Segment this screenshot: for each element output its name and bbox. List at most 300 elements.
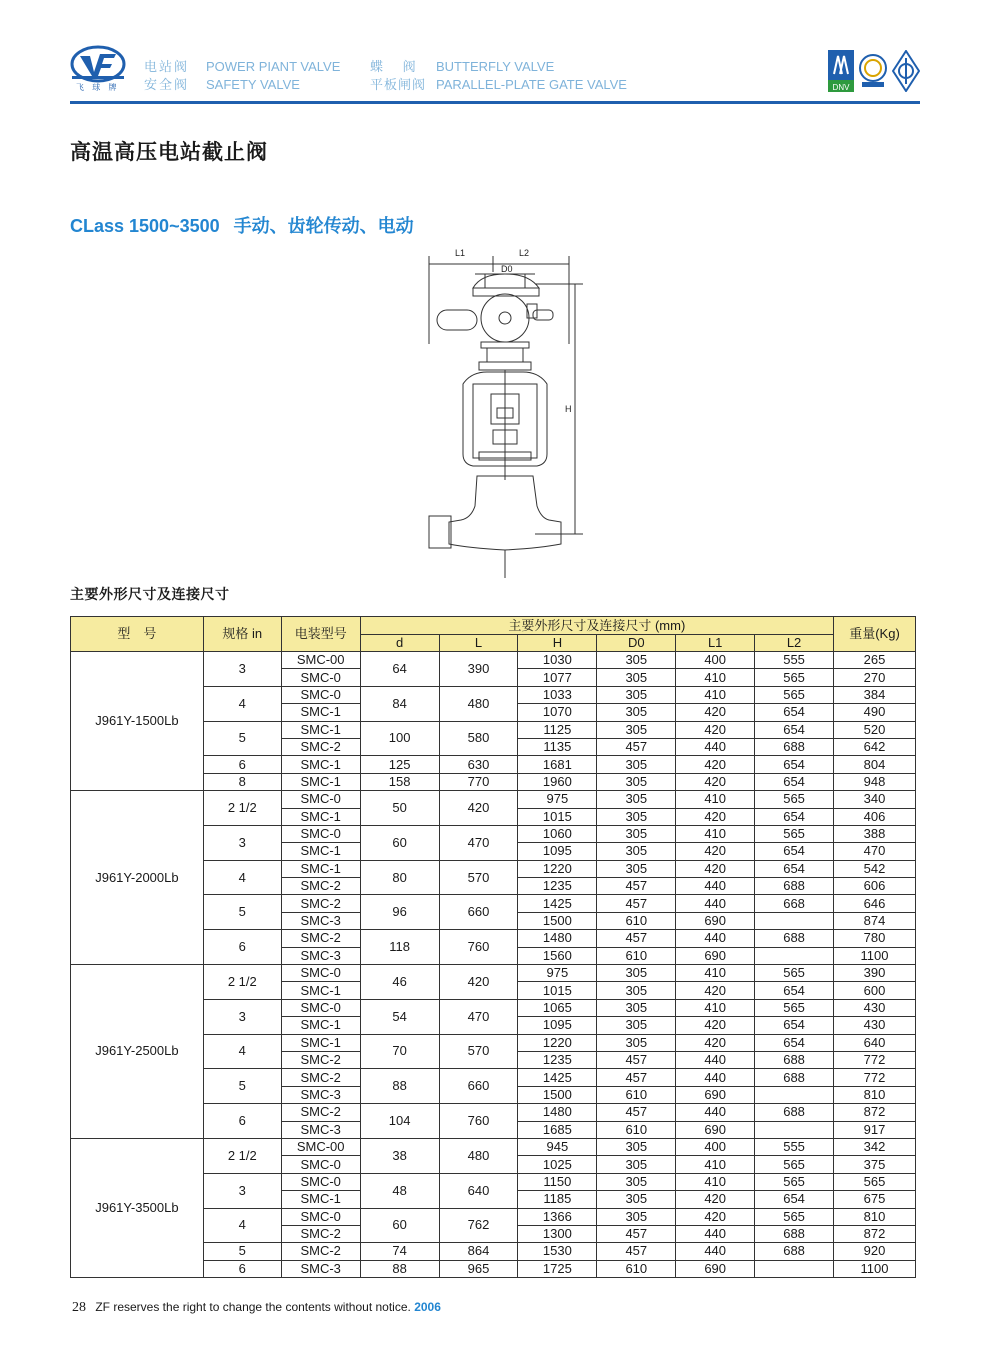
spec-table (70, 616, 916, 1278)
cell-weight: 874 (834, 912, 916, 929)
page-title: 高温高压电站截止阀 (70, 141, 268, 164)
cell-l2: 654 (755, 843, 834, 860)
cell-l1: 420 (676, 843, 755, 860)
cell-weight: 340 (834, 791, 916, 808)
cell-l1: 420 (676, 1017, 755, 1034)
cell-weight: 606 (834, 878, 916, 895)
cell-h: 1065 (518, 999, 597, 1016)
cell-actuator: SMC-2 (281, 895, 360, 912)
cell-actuator: SMC-2 (281, 1069, 360, 1086)
cell-weight: 600 (834, 982, 916, 999)
cell-actuator: SMC-0 (281, 791, 360, 808)
cell-size: 5 (203, 721, 281, 756)
operation-types: 手动、齿轮传动、电动 (233, 216, 414, 236)
page-subtitle (70, 212, 414, 238)
cell-d0: 457 (597, 1069, 676, 1086)
cell-l: 480 (439, 686, 518, 721)
cell-weight: 542 (834, 860, 916, 877)
cell-size: 6 (203, 1260, 281, 1277)
cell-h: 1125 (518, 721, 597, 738)
cell-weight: 810 (834, 1208, 916, 1225)
cell-d: 70 (360, 1034, 439, 1069)
cell-l1: 440 (676, 895, 755, 912)
header-en-gate: PARALLEL-PLATE GATE VALVE (436, 77, 627, 92)
cell-l: 630 (439, 756, 518, 773)
cell-d: 54 (360, 999, 439, 1034)
table-row (71, 652, 916, 669)
header-model: 型 号 (71, 617, 204, 652)
cell-actuator: SMC-1 (281, 1017, 360, 1034)
cell-actuator: SMC-0 (281, 1173, 360, 1190)
cell-l1: 410 (676, 999, 755, 1016)
cell-model: J961Y-2000Lb (71, 791, 204, 965)
cell-l1: 410 (676, 791, 755, 808)
cell-h: 1150 (518, 1173, 597, 1190)
cell-weight: 470 (834, 843, 916, 860)
header-divider (70, 101, 920, 104)
cell-d0: 305 (597, 1173, 676, 1190)
cell-d0: 305 (597, 1017, 676, 1034)
cell-l2: 565 (755, 999, 834, 1016)
cell-h: 1095 (518, 843, 597, 860)
cell-h: 1960 (518, 773, 597, 790)
cell-l1: 420 (676, 721, 755, 738)
cell-l: 580 (439, 721, 518, 756)
cell-d0: 305 (597, 721, 676, 738)
quality-seal-icon (858, 52, 888, 88)
cell-h: 1500 (518, 912, 597, 929)
cell-l: 660 (439, 1069, 518, 1104)
cell-weight: 430 (834, 999, 916, 1016)
cell-l1: 420 (676, 1208, 755, 1225)
cell-l1: 690 (676, 1260, 755, 1277)
header-l: L (439, 635, 518, 652)
cell-actuator: SMC-0 (281, 686, 360, 703)
cell-h: 975 (518, 965, 597, 982)
cell-l: 864 (439, 1243, 518, 1260)
header-zh-safety: 安全阀 (144, 77, 190, 92)
cell-d0: 457 (597, 878, 676, 895)
cell-l1: 440 (676, 1104, 755, 1121)
table-row (71, 1138, 916, 1155)
cell-actuator: SMC-0 (281, 1208, 360, 1225)
cell-d0: 305 (597, 704, 676, 721)
cell-h: 1025 (518, 1156, 597, 1173)
cell-d: 100 (360, 721, 439, 756)
cell-h: 1480 (518, 1104, 597, 1121)
cell-h: 975 (518, 791, 597, 808)
cell-l1: 690 (676, 1086, 755, 1103)
cell-d0: 610 (597, 1121, 676, 1138)
cell-actuator: SMC-2 (281, 878, 360, 895)
cell-size: 2 1/2 (203, 965, 281, 1000)
cell-size: 4 (203, 686, 281, 721)
cell-d0: 610 (597, 1260, 676, 1277)
cell-l1: 440 (676, 1069, 755, 1086)
cell-actuator: SMC-00 (281, 1138, 360, 1155)
cell-model: J961Y-3500Lb (71, 1138, 204, 1277)
header-d0: D0 (597, 635, 676, 652)
cell-l: 965 (439, 1260, 518, 1277)
cell-weight: 520 (834, 721, 916, 738)
cell-l1: 440 (676, 1243, 755, 1260)
cell-l1: 410 (676, 965, 755, 982)
spec-table-body (71, 652, 916, 1278)
dnv-cert-icon (828, 50, 854, 92)
cell-d0: 610 (597, 947, 676, 964)
cell-d0: 305 (597, 791, 676, 808)
cell-h: 1300 (518, 1225, 597, 1242)
cell-d: 84 (360, 686, 439, 721)
cell-d: 48 (360, 1173, 439, 1208)
cell-l1: 420 (676, 1191, 755, 1208)
cell-actuator: SMC-1 (281, 1191, 360, 1208)
cell-d: 96 (360, 895, 439, 930)
cell-l2 (755, 1260, 834, 1277)
cell-weight: 804 (834, 756, 916, 773)
cell-l1: 410 (676, 686, 755, 703)
cell-weight: 646 (834, 895, 916, 912)
cell-h: 1135 (518, 738, 597, 755)
cell-actuator: SMC-0 (281, 965, 360, 982)
cell-l: 570 (439, 1034, 518, 1069)
table-row (71, 965, 916, 982)
cell-l: 470 (439, 999, 518, 1034)
cell-weight: 642 (834, 738, 916, 755)
cell-weight: 810 (834, 1086, 916, 1103)
dnv-label: DNV (832, 83, 850, 92)
cell-l2: 688 (755, 1069, 834, 1086)
cell-l1: 690 (676, 912, 755, 929)
cell-weight: 430 (834, 1017, 916, 1034)
cell-weight: 920 (834, 1243, 916, 1260)
cell-size: 2 1/2 (203, 1138, 281, 1173)
cell-h: 1015 (518, 808, 597, 825)
cell-l: 420 (439, 791, 518, 826)
cell-h: 1235 (518, 1051, 597, 1068)
cell-size: 3 (203, 1173, 281, 1208)
cell-d: 74 (360, 1243, 439, 1260)
cell-l2: 688 (755, 930, 834, 947)
cell-d: 104 (360, 1104, 439, 1139)
cell-h: 1681 (518, 756, 597, 773)
cell-d0: 457 (597, 895, 676, 912)
cell-l2: 688 (755, 738, 834, 755)
cell-d: 118 (360, 930, 439, 965)
cell-l2: 688 (755, 1051, 834, 1068)
class-range: CLass 1500~3500 (70, 216, 220, 236)
cell-actuator: SMC-1 (281, 756, 360, 773)
cell-l2 (755, 1086, 834, 1103)
cell-l2: 654 (755, 860, 834, 877)
cell-actuator: SMC-0 (281, 669, 360, 686)
cell-l: 760 (439, 1104, 518, 1139)
cell-d0: 305 (597, 1138, 676, 1155)
cell-l: 420 (439, 965, 518, 1000)
cell-weight: 917 (834, 1121, 916, 1138)
header-actuator: 电装型号 (281, 617, 360, 652)
cell-d: 46 (360, 965, 439, 1000)
cell-weight: 780 (834, 930, 916, 947)
cell-l2: 565 (755, 1208, 834, 1225)
cell-l1: 440 (676, 1225, 755, 1242)
cell-h: 1480 (518, 930, 597, 947)
cell-weight: 640 (834, 1034, 916, 1051)
cell-d0: 305 (597, 669, 676, 686)
cell-d0: 457 (597, 1225, 676, 1242)
cell-l1: 420 (676, 1034, 755, 1051)
dim-d0-label: D0 (501, 264, 513, 274)
cell-l: 470 (439, 825, 518, 860)
cell-size: 2 1/2 (203, 791, 281, 826)
cell-l: 640 (439, 1173, 518, 1208)
cell-l2: 654 (755, 721, 834, 738)
header-dimensions: 主要外形尺寸及连接尺寸 (mm) (360, 617, 833, 635)
cell-d0: 610 (597, 1086, 676, 1103)
cell-d: 50 (360, 791, 439, 826)
cell-h: 1530 (518, 1243, 597, 1260)
cell-h: 1685 (518, 1121, 597, 1138)
cell-weight: 384 (834, 686, 916, 703)
cell-weight: 675 (834, 1191, 916, 1208)
cell-actuator: SMC-00 (281, 652, 360, 669)
cell-l: 660 (439, 895, 518, 930)
cell-l1: 420 (676, 773, 755, 790)
header-l2: L2 (755, 635, 834, 652)
cell-l1: 400 (676, 1138, 755, 1155)
cell-weight: 872 (834, 1104, 916, 1121)
cell-d0: 457 (597, 1051, 676, 1068)
cell-h: 1077 (518, 669, 597, 686)
cell-model: J961Y-1500Lb (71, 652, 204, 791)
cell-l1: 410 (676, 825, 755, 842)
cell-size: 4 (203, 1208, 281, 1243)
cell-weight: 565 (834, 1173, 916, 1190)
cell-l2: 688 (755, 878, 834, 895)
cell-l2: 654 (755, 773, 834, 790)
cell-l1: 420 (676, 982, 755, 999)
cell-d0: 305 (597, 843, 676, 860)
cell-d: 60 (360, 825, 439, 860)
valve-drawing (415, 244, 585, 580)
cell-d0: 305 (597, 1191, 676, 1208)
header-en-butterfly: BUTTERFLY VALVE (436, 59, 555, 74)
cell-d: 64 (360, 652, 439, 687)
cell-actuator: SMC-1 (281, 982, 360, 999)
cell-l: 762 (439, 1208, 518, 1243)
cell-l1: 420 (676, 756, 755, 773)
cell-weight: 772 (834, 1051, 916, 1068)
header-h: H (518, 635, 597, 652)
cell-l2: 565 (755, 791, 834, 808)
cell-actuator: SMC-0 (281, 1156, 360, 1173)
cell-l1: 400 (676, 652, 755, 669)
cell-size: 5 (203, 1243, 281, 1260)
cell-l2: 654 (755, 1017, 834, 1034)
cell-l2: 565 (755, 1156, 834, 1173)
cell-l1: 690 (676, 947, 755, 964)
cell-l2: 688 (755, 1104, 834, 1121)
cell-l1: 410 (676, 1173, 755, 1190)
cell-weight: 948 (834, 773, 916, 790)
cell-h: 1015 (518, 982, 597, 999)
header-zh-butterfly: 蝶 阀 (370, 59, 417, 74)
cell-actuator: SMC-1 (281, 808, 360, 825)
cell-h: 1425 (518, 895, 597, 912)
cell-l2: 688 (755, 1225, 834, 1242)
cell-d0: 305 (597, 860, 676, 877)
cell-h: 1220 (518, 1034, 597, 1051)
cell-actuator: SMC-1 (281, 773, 360, 790)
cell-d: 38 (360, 1138, 439, 1173)
cell-h: 1500 (518, 1086, 597, 1103)
table-row (71, 791, 916, 808)
cell-d0: 305 (597, 999, 676, 1016)
cell-d0: 305 (597, 808, 676, 825)
cell-h: 1220 (518, 860, 597, 877)
cell-h: 1560 (518, 947, 597, 964)
footer-notice: ZF reserves the right to change the contents without notice. (95, 1300, 411, 1314)
table-title: 主要外形尺寸及连接尺寸 (70, 586, 230, 602)
cell-l: 760 (439, 930, 518, 965)
cell-h: 1033 (518, 686, 597, 703)
cell-actuator: SMC-2 (281, 930, 360, 947)
cell-d0: 610 (597, 912, 676, 929)
footer-year: 2006 (414, 1300, 441, 1314)
cell-size: 6 (203, 756, 281, 773)
cell-l1: 420 (676, 808, 755, 825)
cell-d: 88 (360, 1069, 439, 1104)
cell-actuator: SMC-2 (281, 1225, 360, 1242)
cell-l2: 654 (755, 756, 834, 773)
cell-size: 4 (203, 1034, 281, 1069)
cell-l2 (755, 912, 834, 929)
cell-l2: 654 (755, 808, 834, 825)
cell-weight: 406 (834, 808, 916, 825)
cell-h: 1425 (518, 1069, 597, 1086)
header-product-list (144, 58, 627, 94)
cell-l2: 565 (755, 825, 834, 842)
cell-actuator: SMC-1 (281, 860, 360, 877)
cell-h: 945 (518, 1138, 597, 1155)
cell-d0: 305 (597, 982, 676, 999)
cell-size: 5 (203, 895, 281, 930)
cell-l1: 440 (676, 1051, 755, 1068)
cell-weight: 390 (834, 965, 916, 982)
cell-l2: 565 (755, 669, 834, 686)
cell-l2: 668 (755, 895, 834, 912)
cell-l2: 565 (755, 686, 834, 703)
cell-weight: 872 (834, 1225, 916, 1242)
cell-l: 390 (439, 652, 518, 687)
cell-weight: 342 (834, 1138, 916, 1155)
cell-l1: 440 (676, 878, 755, 895)
cell-model: J961Y-2500Lb (71, 965, 204, 1139)
cell-actuator: SMC-2 (281, 738, 360, 755)
header-zh-power-valve: 电站阀 (144, 59, 190, 74)
cell-actuator: SMC-3 (281, 1121, 360, 1138)
header-l1: L1 (676, 635, 755, 652)
cell-d0: 457 (597, 738, 676, 755)
cell-h: 1725 (518, 1260, 597, 1277)
header-zh-gate: 平板闸阀 (370, 77, 427, 92)
dim-l1-label: L1 (455, 248, 466, 258)
cell-l: 480 (439, 1138, 518, 1173)
cell-h: 1366 (518, 1208, 597, 1225)
cell-h: 1070 (518, 704, 597, 721)
cell-d0: 305 (597, 1156, 676, 1173)
cell-d0: 305 (597, 773, 676, 790)
cell-weight: 772 (834, 1069, 916, 1086)
cell-l2 (755, 1121, 834, 1138)
cell-l1: 690 (676, 1121, 755, 1138)
cell-l2: 565 (755, 1173, 834, 1190)
page-number: 28 (72, 1300, 86, 1315)
cell-d0: 305 (597, 686, 676, 703)
header-en-safety: SAFETY VALVE (206, 77, 300, 92)
cell-l1: 440 (676, 738, 755, 755)
header-size: 规格 in (203, 617, 281, 652)
cell-d0: 305 (597, 965, 676, 982)
cell-weight: 375 (834, 1156, 916, 1173)
cell-l1: 410 (676, 1156, 755, 1173)
cell-l2: 688 (755, 1243, 834, 1260)
cell-d: 80 (360, 860, 439, 895)
header-d: d (360, 635, 439, 652)
cell-weight: 265 (834, 652, 916, 669)
page-footer (72, 1300, 441, 1316)
cell-d: 125 (360, 756, 439, 773)
cell-d: 158 (360, 773, 439, 790)
cell-l1: 410 (676, 669, 755, 686)
cell-weight: 1100 (834, 1260, 916, 1277)
cell-d0: 305 (597, 1034, 676, 1051)
cell-weight: 270 (834, 669, 916, 686)
cell-l: 570 (439, 860, 518, 895)
cell-actuator: SMC-0 (281, 825, 360, 842)
logo-caption: 飞 球 牌 (76, 83, 120, 92)
cell-weight: 490 (834, 704, 916, 721)
cell-actuator: SMC-0 (281, 999, 360, 1016)
cell-h: 1030 (518, 652, 597, 669)
cell-actuator: SMC-1 (281, 1034, 360, 1051)
cell-l2: 654 (755, 1191, 834, 1208)
cell-l2: 555 (755, 652, 834, 669)
cell-d0: 457 (597, 1243, 676, 1260)
cell-h: 1235 (518, 878, 597, 895)
cell-actuator: SMC-1 (281, 843, 360, 860)
cell-size: 8 (203, 773, 281, 790)
cell-d: 60 (360, 1208, 439, 1243)
cell-size: 3 (203, 999, 281, 1034)
header-en-power-valve: POWER PIANT VALVE (206, 59, 341, 74)
cell-actuator: SMC-3 (281, 947, 360, 964)
cell-actuator: SMC-3 (281, 1260, 360, 1277)
cell-h: 1185 (518, 1191, 597, 1208)
dim-h-label: H (565, 404, 572, 414)
cell-d0: 305 (597, 1208, 676, 1225)
cell-d0: 305 (597, 825, 676, 842)
cell-size: 6 (203, 930, 281, 965)
cell-l2: 555 (755, 1138, 834, 1155)
cell-actuator: SMC-2 (281, 1051, 360, 1068)
cell-l2: 654 (755, 982, 834, 999)
cell-d: 88 (360, 1260, 439, 1277)
cell-actuator: SMC-1 (281, 704, 360, 721)
cell-actuator: SMC-2 (281, 1104, 360, 1121)
cell-size: 3 (203, 652, 281, 687)
cell-l1: 420 (676, 860, 755, 877)
